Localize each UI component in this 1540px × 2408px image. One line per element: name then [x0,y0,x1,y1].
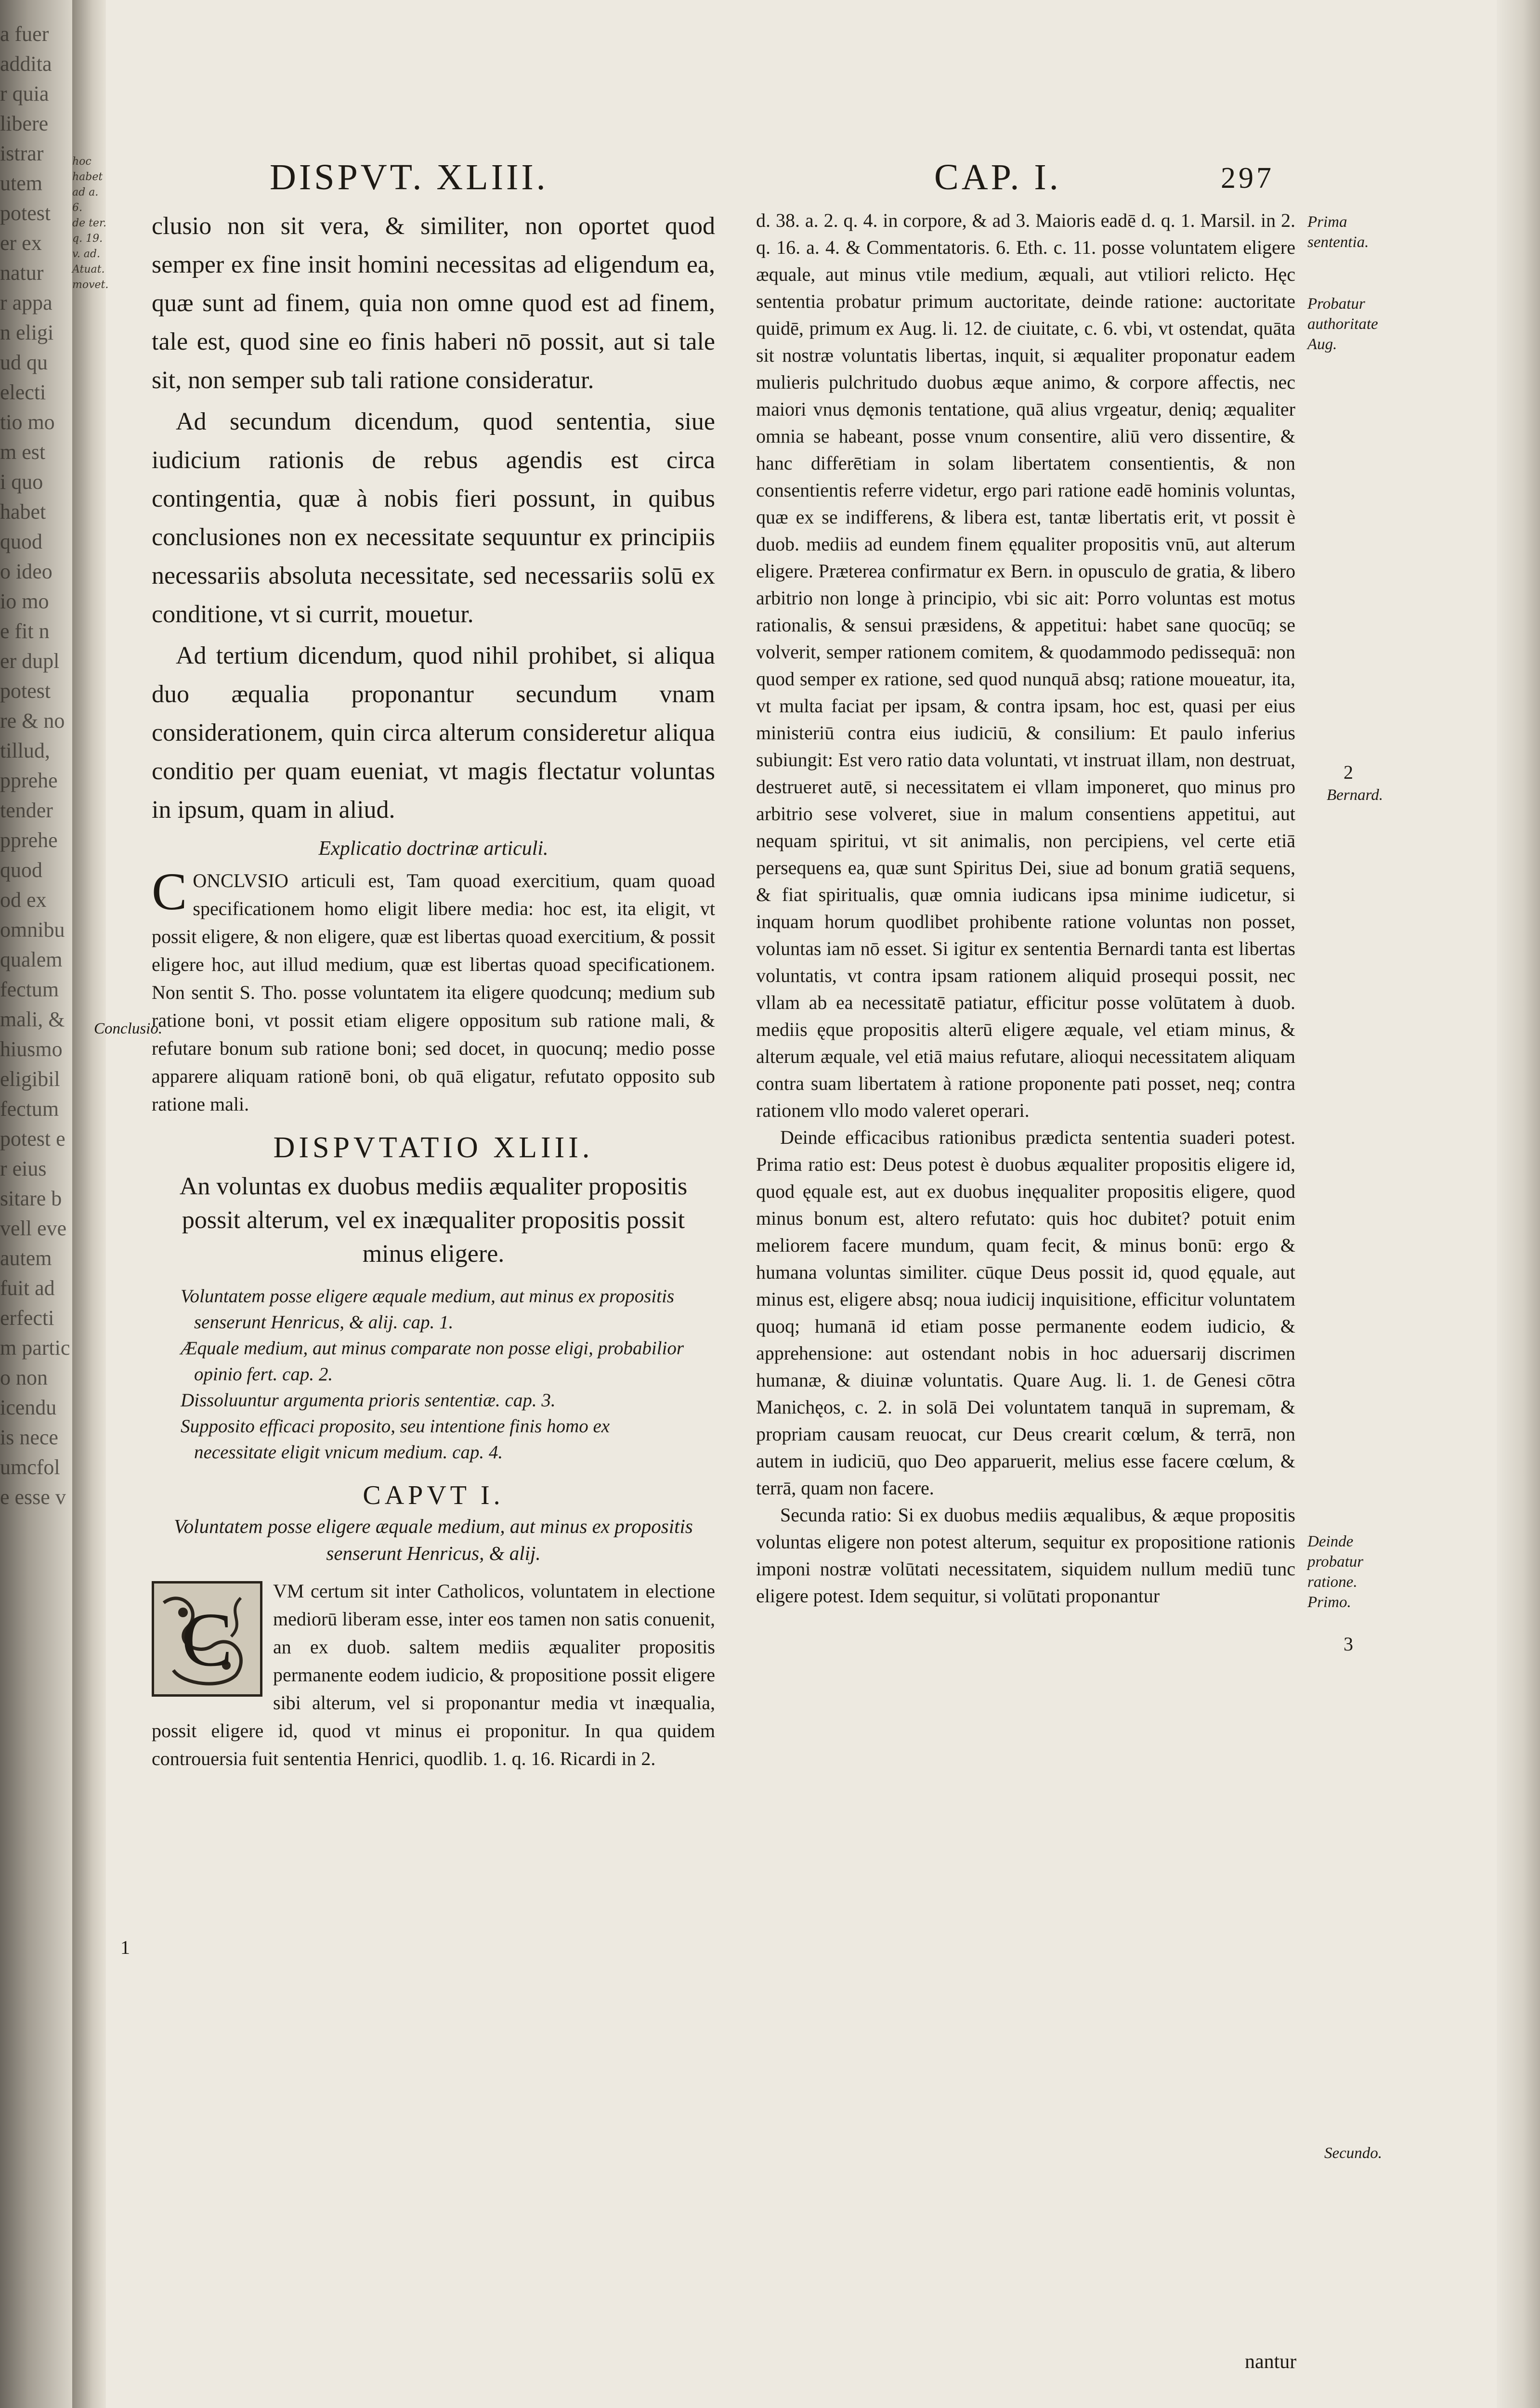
facing-page-fragment: o ideo [0,560,52,583]
facing-page-fragment: io mo [0,589,49,613]
facing-page-fragment: potest [0,201,51,225]
facing-page-fragment: er ex [0,231,42,255]
explicatio-heading: Explicatio doctrinæ articuli. [318,838,548,860]
conclusio-body: NCLVSIO articuli est, Tam quoad exercitium, quam quoad specificationem homo eligit libere media: hoc est, ita eligit, vt possit eligere, & non eligere, quæ est libertas quoad exercitium, & possit eligere hoc, aut illud medium, quæ est libertas quoad specificationem. Non sentit S. Tho. posse voluntatem ita eligere quodcunq; medium sub ratione boni, vt possit etiam eligere oppositum sub ratione mali, & refutare bonum sub ratione boni; sed docet, in quocunq; medio posse apparere aliquam rationē boni, ob quā eligatur, refutato opposito sub ratione mali. [152,870,715,1115]
facing-page-fragment: addita [0,52,52,76]
facing-page-fragment: tender [0,798,53,822]
ornament-icon [154,1584,260,1694]
facing-page-fragment: m partic [0,1336,70,1360]
margin-note-secundo: Secundo. [1324,2145,1383,2162]
facing-page-fragment: utem [0,171,42,195]
caput-subtitle: Voluntatem posse eligere æquale medium, aut minus ex propositis senserunt Henricus, & alij. [174,1515,693,1564]
facing-page-text-fragments [0,19,72,2283]
facing-page-fragment: vell eve [0,1217,67,1240]
facing-page-fragment: pprehe [0,769,58,792]
gutter-note: q. 19. [72,233,103,245]
gutter-note: ad a. 6. [72,186,99,214]
margin-note-bernard: Bernard. [1327,786,1383,804]
page-edge-shadow [1497,0,1540,2408]
decorated-initial [152,1581,262,1697]
running-head-caput: CAP. I. [934,157,1061,197]
gutter-margin-notes [72,154,111,293]
facing-page-fragment: omnibu [0,918,65,942]
facing-page-fragment: sitare b [0,1187,62,1210]
caput-title: CAPVT I. [363,1480,504,1510]
facing-page-fragment: quod [0,858,42,882]
facing-page-fragment: ud qu [0,351,48,374]
conclusio-text [152,862,715,1118]
facing-page-fragment: a fuer [0,22,49,46]
caput-body [152,1577,715,1773]
margin-note-conclusio: Conclusio. [94,1020,163,1037]
disputatio-title: DISPVTATIO XLIII. [273,1131,594,1164]
facing-page-fragment: habet [0,500,46,523]
facing-page-fragment: r quia [0,82,49,105]
paragraph-secunda: Secunda ratio: Si ex duobus mediis æqualibus, & æque propositis voluntas eligere non potest alterum, sequitur ex propositione rationis imponi nostræ volūtati necessitatem, siquidem nullum mediū tunc eligere potest. Idem sequitur, si volūtati proponantur [756,1504,1295,1607]
disputatio-question: An voluntas ex duobus mediis æqualiter propositis possit alterum, vel ex inæqualiter propositis possit minus eligere. [179,1173,688,1268]
facing-page-fragment: fuit ad [0,1276,55,1300]
facing-page-fragment: n eligi [0,321,54,344]
facing-page-fragment: autem [0,1246,52,1270]
initial-letter: C [181,1597,233,1682]
facing-page-fragment: potest [0,679,51,703]
facing-page-fragment: is nece [0,1426,58,1449]
gutter-note: v. ad. [72,248,100,260]
summary-item: Dissoluuntur argumenta prioris sententiæ. cap. 3. [181,1390,556,1411]
facing-page-fragment: erfecti [0,1306,54,1330]
left-column [152,207,715,1773]
facing-page-fragment: eligibil [0,1067,60,1091]
summary-item: Æquale medium, aut minus comparate non posse eligi, probabilior opinio fert. cap. 2. [181,1338,684,1385]
right-column [756,207,1295,1610]
facing-page-fragment: hiusmo [0,1037,63,1061]
facing-page-fragment: od ex [0,888,47,912]
facing-page-fragment: e fit n [0,619,50,643]
paragraph-ad-secundum: Ad secundum dicendum, quod sententia, siue iudicium rationis de rebus agendis est circa contingentia, quæ à nobis fieri possunt, in quibus conclusiones non ex necessitate sequuntur ex principiis necessariis absoluta necessitate, sed necessariis solū ex conditione, vt si currit, mouetur. [152,408,715,628]
facing-page-fragment: umcfol [0,1455,60,1479]
margin-note-deinde-probatur: Deinde probatur ratione. Primo. [1307,1533,1364,1611]
gutter-note: movet. [72,279,109,291]
facing-page-fragment: e esse v [0,1485,66,1509]
margin-number-two: 2 [1344,761,1353,783]
page-number: 297 [1221,162,1274,195]
facing-page-fragment: libere [0,112,49,135]
facing-page-fragment: istrar [0,142,44,165]
margin-note-prima-sententia: Prima sententia. [1307,213,1369,251]
facing-page-fragment: er dupl [0,649,60,673]
facing-page-fragment: re & no [0,709,65,733]
gutter-note: hoc habet [72,156,103,183]
caput-text: VM certum sit inter Catholicos, voluntatem in electione mediorū liberam esse, inter eos tamen non satis conuenit, an ex duob. saltem mediis æqualiter propositis permanente eodem iudicio, & propositione possit eligere sibi alterum, vel si proponantur media vt inæqualia, possit eligere id, quod vt minus ei proponitur. In qua quidem controuersia fuit sententia Henrici, quodlib. 1. q. 16. Ricardi in 2. [152,1580,715,1769]
running-head-disputatio: DISPVT. XLIII. [270,157,548,197]
margin-number-three: 3 [1344,1633,1353,1655]
paragraph-deinde: Deinde efficacibus rationibus prædicta sententia suaderi potest. Prima ratio est: Deus potest è duobus æqualiter propositis eligere id, quod ęquale est, aut ex duobus inęqualiter propositis eligere, quod minus bonum est, altero refutato: quis hoc dubitet? potuit enim meliorem facere mundum, quam fecit, & minus bonū: ergo & humana voluntas similiter. cūque Deus possit id, quod ęquale, aut minus est, eligere absq; noua iudicij inquisitione, efficitur voluntatem quoq; humanā id etiam posse permanente eodem iudicio, & apprehensione: aut ostendant nobis in hoc aduersarij discrimen humanæ, & diuinæ voluntatis. Quare Aug. li. 1. de Genesi cōtra Manichęos, c. 2. in solā Dei voluntatem tanquā in supremam, & propriam causam reuocat, cur Deus crearit cœlum, & terrā, non autem in iudiciū, quo Deo apparuerit, melius esse facere cœlum, & terrā, quam non facere. [756,1126,1295,1499]
facing-page-fragment: m est [0,440,46,464]
facing-page-fragment: natur [0,261,44,285]
facing-page-fragment: o non [0,1366,48,1389]
margin-note-probatur: Probatur authoritate Aug. [1307,295,1378,353]
facing-page-fragment: fectum [0,1097,59,1121]
facing-page-fragment: qualem [0,948,63,971]
facing-page-fragment: i quo [0,470,43,494]
paragraph-continuation: clusio non sit vera, & similiter, non oportet quod semper ex fine insit homini necessitas ad eligendum ea, quæ sunt ad finem, quia non omne quod est ad finem, tale est, quod sine eo finis haberi nō possit, aut si tale sit, non semper sub tali ratione consideratur. [152,212,715,394]
facing-page-fragment: pprehe [0,828,58,852]
facing-page-fragment: potest e [0,1127,65,1151]
facing-page-fragment: quod [0,530,42,553]
facing-page-fragment: electi [0,380,46,404]
facing-page-fragment: mali, & [0,1008,65,1031]
facing-page-fragment: icendu [0,1396,57,1419]
paragraph-ad-tertium: Ad tertium dicendum, quod nihil prohibet, si aliqua duo æqualia proponantur secundum vnam considerationem, quin circa alterum consideretur aliqua conditio per quam eueniat, vt magis flectatur voluntas in ipsum, quam in aliud. [152,642,715,824]
book-gutter [72,0,106,2408]
paragraph-sententia: d. 38. a. 2. q. 4. in corpore, & ad 3. Maioris eadē d. q. 1. Marsil. in 2. q. 16. a. 4. & Commentatoris. 6. Eth. c. 11. posse voluntatem eligere æquale, aut minus vtile medium, æquali, aut vtiliori relicto. Hęc sententia probatur primum auctoritate, deinde ratione: auctoritate quidē, primum ex Aug. li. 12. de ciuitate, c. 6. vbi, vt ostendat, quāta sit nostræ voluntatis libertas, inquit, si æqualiter proponatur eadem mulieris pulchritudo duobus æque animo, & corpore affectis, nec maiori vnus dęmonis tentatione, quā alius vrgeatur, deniq; æqualiter omnia se habeant, posse vnum consentire, aliū vero dissentire, & hanc differētiam in solam libertatem consentientis, & non consentientis referre videtur, ergo pari ratione eadē hominis voluntas, quæ ex se indifferens, & libera est, tantæ libertatis erit, vt possit è duob. mediis ad eundem finem ęqualiter propositis vnū, aut alterum eligere. Præterea confirmatur ex Bern. in opusculo de gratia, & libero arbitrio non longe à principio, vbi sic ait: Porro voluntas est motus rationalis, & sensui præsidens, & appetitui: habet sane quocūq; se volverit, semper rationem comitem, & quodammodo pedissequā: non quod semper ex ratione, sed quod nunquā absq; ratione moueatur, ita, vt multa faciat per ipsam, & contra ipsam, hoc est, quasi per eius ministeriū contra eius iudiciū, & consilium: Et paulo inferius subiungit: Est vero ratio data voluntati, vt instruat illam, non destruat, destrueret autē, si necessitatem ei vllam imponeret, quo minus pro arbitrio sese volveret, siue in malum consentiens appetitui, aut nequam spiritui, vt sit animalis, non percipiens, vel certe etiā persequens ea, quæ sunt Spiritus Dei, siue ad bonum gratiā sequens, & fiat spiritualis, quæ omnia iudicans ipsa minime iudicetur, si inquam horum quodlibet prohibente ratione voluntas non posset, voluntas iam nō esset. Si igitur ex sententia Bernardi tanta est libertas voluntatis, vt contra ipsam rationem aliquid prosequi possit, nec vllam ab ea necessitatē patiatur, efficitur posse volūtatem à duob. mediis ęque propositis alterū eligere æquale, vel etiam minus, & alterum æquale, vel etiā maius refutare, alioqui necessitatem aliquam contra suam libertatem à ratione proponente pati posset, neq; contra rationem vllo modo valeret operari. [756,209,1295,1121]
gutter-note: de ter. [72,217,107,229]
margin-number-one: 1 [120,1937,130,1958]
conclusio-block [152,862,715,1118]
summary-item: Voluntatem posse eligere æquale medium, aut minus ex propositis senserunt Henricus, & alij. cap. 1. [181,1286,675,1333]
facing-page-fragment: tillud, [0,739,50,762]
conclusio-drop-cap: C [152,862,187,921]
catchword: nantur [1245,2351,1297,2373]
gutter-note: Atuat. [72,263,105,275]
summary-item: Supposito efficaci proposito, seu intentione finis homo ex necessitate eligit vnicum medium. cap. 4. [181,1416,610,1463]
running-head [270,157,1305,200]
facing-page-fragment: fectum [0,978,59,1001]
facing-page-fragment: r appa [0,291,52,314]
facing-page-fragment: tio mo [0,410,55,434]
facing-page-fragment: r eius [0,1157,47,1180]
conclusio-o: O [193,870,207,891]
